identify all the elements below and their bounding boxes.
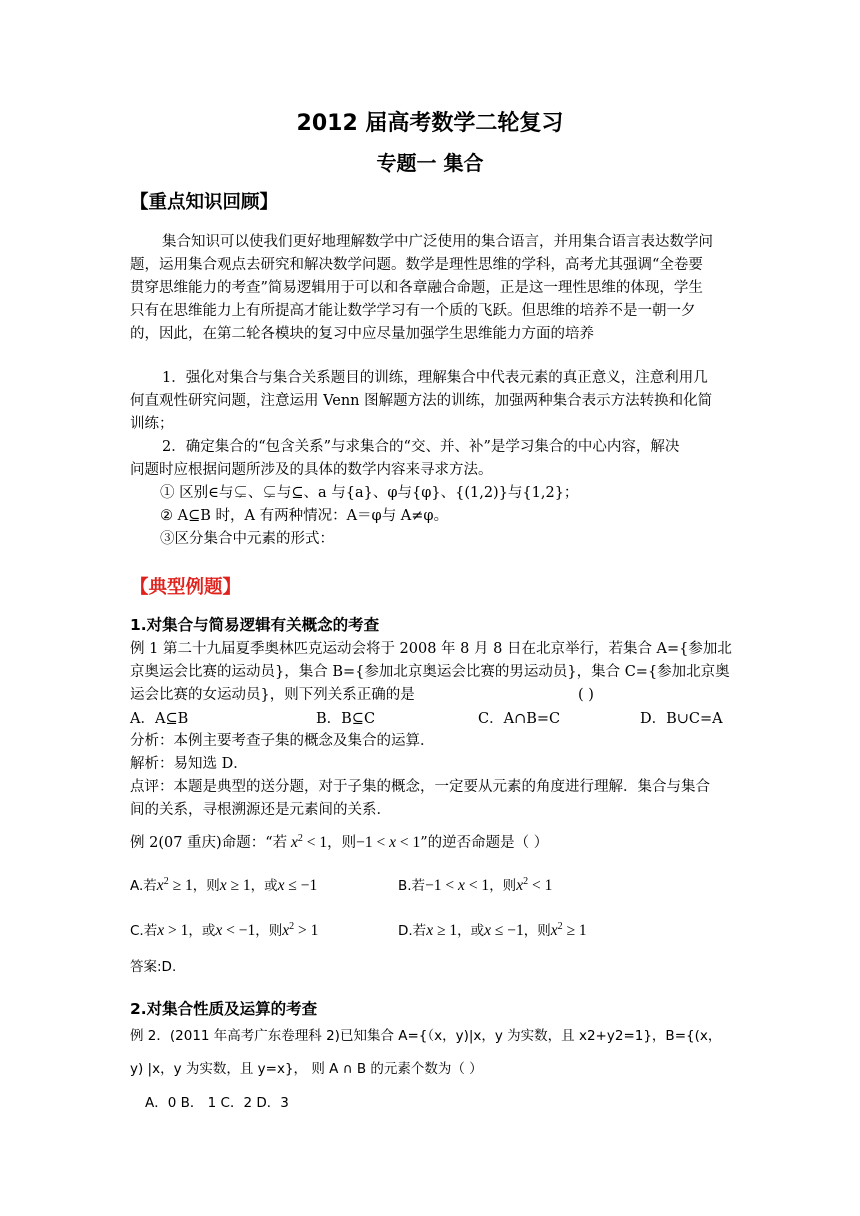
example1-line: 京奥运会比赛的运动员}，集合 B={参加北京奥运会比赛的男运动员}，集合 C={参加北京奥 bbox=[130, 664, 730, 680]
example2-question bbox=[130, 828, 548, 854]
example2-suffix: ”的逆否命题是（ ） bbox=[420, 835, 549, 852]
example1-comment: 间的关系，寻根溯源还是元素间的关系． bbox=[130, 802, 391, 818]
example2-option-a: A.若$x^2 \ge 1$，则x ≥ 1，或x ≤ −1 bbox=[130, 875, 318, 894]
point-line: 训练； bbox=[130, 416, 174, 432]
example2-mid: ，则 bbox=[327, 835, 357, 852]
intro-line: 只有在思维能力上有所提高才能让数学学习有一个质的飞跃。但思维的培养不是一朝一夕 bbox=[130, 303, 696, 319]
subheading-concepts: 1.对集合与简易逻辑有关概念的考查 bbox=[130, 616, 380, 634]
example3-line: 例 2．(2011 年高考广东卷理科 2)已知集合 A={（x，y)|x，y 为实数，且 x2+y2=1}，B={(x， bbox=[130, 1028, 722, 1044]
point-line: ① 区别∈与⊊、⊊与⊆、a 与{a}、φ与{φ}、{(1,2)}与{1,2}； bbox=[160, 485, 579, 501]
intro-line: 题，运用集合观点去研究和解决数学问题。数学是理性思维的学科，高考尤其强调“全卷要 bbox=[130, 257, 703, 273]
point-line: 何直观性研究问题，注意运用 Venn 图解题方法的训练，加强两种集合表示方法转换和化简 bbox=[130, 393, 713, 409]
example2-option-c: C.若x > 1，或x < −1，则$x^2 > 1$ bbox=[130, 920, 319, 939]
intro-line: 贯穿思维能力的考查”简易逻辑用于可以和各章融合命题，正是这一理性思维的体现，学生 bbox=[130, 280, 703, 296]
example1-option-d: D．B∪C=A bbox=[640, 711, 723, 727]
example1-solution: 解析：易知选 D． bbox=[130, 756, 248, 772]
example1-option-c: C．A∩B=C bbox=[478, 711, 561, 727]
intro-line: 集合知识可以使我们更好地理解数学中广泛使用的集合语言，并用集合语言表达数学问 bbox=[162, 234, 713, 250]
document-subtitle: 专题一 集合 bbox=[376, 151, 484, 175]
example3-line: y) |x，y 为实数，且 y=x}， 则 A ∩ B 的元素个数为（ ） bbox=[130, 1061, 483, 1077]
point-line: 问题时应根据问题所涉及的具体的数学内容来寻求方法。 bbox=[130, 462, 493, 478]
answer-paren: ( ) bbox=[578, 687, 594, 703]
example1-line: 运会比赛的女运动员}，则下列关系正确的是 bbox=[130, 687, 415, 703]
point-line: 2．确定集合的“包含关系”与求集合的“交、并、补”是学习集合的中心内容，解决 bbox=[162, 439, 680, 455]
point-line: ② A⊆B 时，A 有两种情况：A＝φ与 A≠φ。 bbox=[160, 508, 449, 524]
point-line: 1．强化对集合与集合关系题目的训练，理解集合中代表元素的真正意义，注意利用几 bbox=[162, 370, 708, 386]
example1-option-b: B．B⊆C bbox=[316, 711, 376, 727]
example2-option-d: D.若x ≥ 1，或x ≤ −1，则$x^2 \ge 1$ bbox=[398, 920, 587, 939]
example1-analysis: 分析：本例主要考查子集的概念及集合的运算． bbox=[130, 733, 435, 749]
example2-option-b: B.若−1 < x < 1，则$x^2 < 1$ bbox=[398, 875, 553, 894]
example2-prefix: 例 2(07 重庆)命题：“若 bbox=[130, 835, 288, 852]
subheading-operations: 2.对集合性质及运算的考查 bbox=[130, 1000, 318, 1018]
example2-answer: 答案:D. bbox=[130, 959, 177, 975]
example1-comment: 点评：本题是典型的送分题，对于子集的概念，一定要从元素的角度进行理解．集合与集合 bbox=[130, 779, 710, 795]
example3-options: A．0 B． 1 C．2 D．3 bbox=[145, 1095, 289, 1111]
section-heading-key-knowledge: 【重点知识回顾】 bbox=[130, 192, 279, 213]
math-expression: −1 < x < 1 bbox=[356, 834, 421, 852]
math-expression: $x^2 < 1$ bbox=[291, 833, 328, 852]
example1-line: 例 1 第二十九届夏季奥林匹克运动会将于 2008 年 8 月 8 日在北京举行，若集合 A={参加北 bbox=[130, 641, 732, 657]
document-title: 2012 届高考数学二轮复习 bbox=[296, 111, 564, 136]
point-line: ③区分集合中元素的形式： bbox=[160, 531, 334, 547]
section-heading-typical-examples: 【典型例题】 bbox=[130, 577, 242, 598]
example1-option-a: A．A⊆B bbox=[130, 711, 189, 727]
intro-line: 的，因此，在第二轮各模块的复习中应尽量加强学生思维能力方面的培养 bbox=[130, 326, 594, 342]
